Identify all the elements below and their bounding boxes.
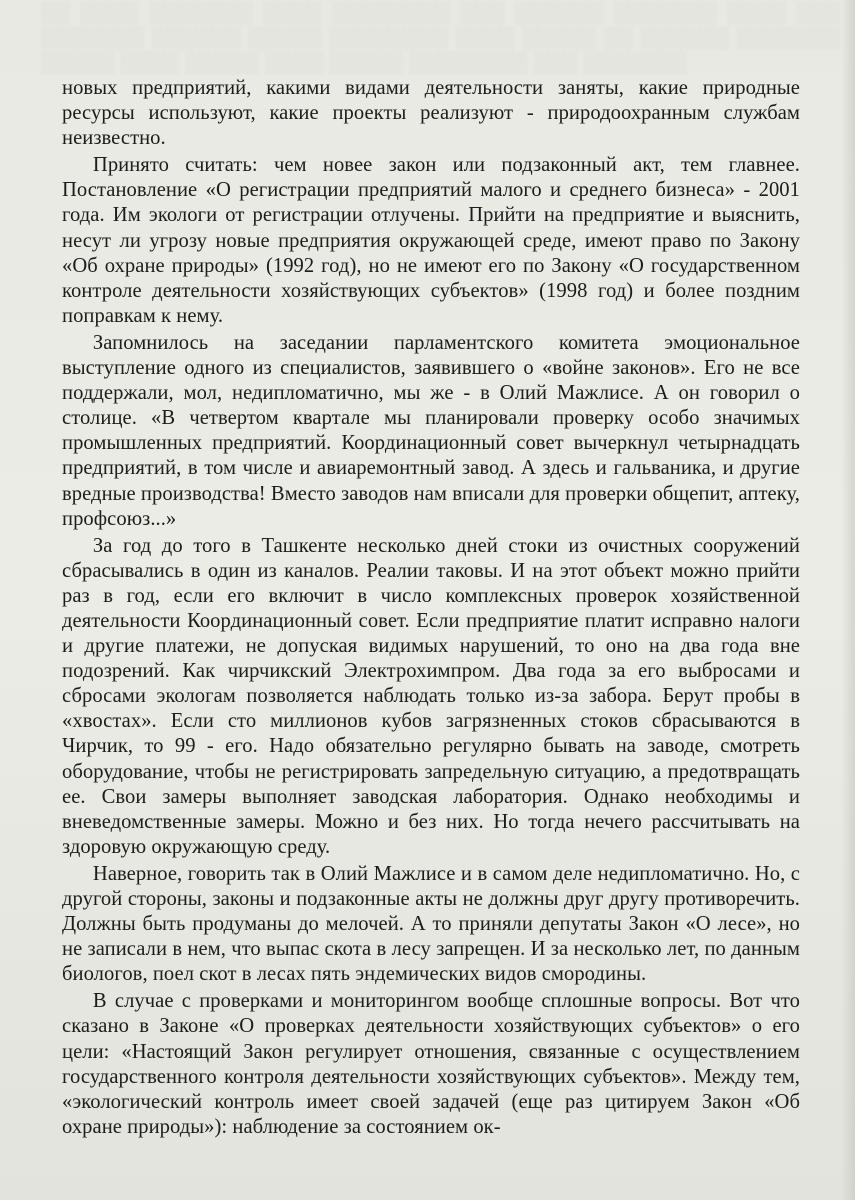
- paragraph: новых предприятий, какими видами деятельности заняты, какие природные ресурсы используют, какие проекты реализуют - природоохранным службам неизвестно.: [62, 77, 800, 150]
- paragraph: Запомнилось на заседании парламентского комитета эмоциональное выступление одного из специалистов, заявившего о «войне законов». Его не все поддержали, мол, недипломатично, мы же - в Олий Мажлисе. А он говорил о столице. «В четвертом квартале мы планировали проверку особо значимых промышленных предприятий. Координационный совет вычеркнул четырнадцать предприятий, в том числе и авиаремонтный завод. А здесь и гальваника, и другие вредные производства! Вместо заводов нам вписали для проверки общепит, аптеку, профсоюз...»: [62, 331, 800, 530]
- scan-edge-shadow: [841, 0, 855, 1200]
- paragraph: За год до того в Ташкенте несколько дней стоки из очистных сооружений сбрасывались в один из каналов. Реалии таковы. И на этот объект можно прийти раз в год, если его включит в число комплексных проверок хозяйственной деятельности Координационный совет. Если предприятие платит исправно налоги и другие платежи, не допуская видимых нарушений, то оно на два года вне подозрений. Как чирчикский Электрохимпром. Два года за его выбросами и сбросами экологам позволяется наблюдать только из-за забора. Берут пробы в «хвостах». Если сто миллионов кубов загрязненных стоков сбрасываются в Чирчик, то 99 - его. Надо обязательно регулярно бывать на заводе, смотреть оборудование, чтобы не регистрировать запредельную ситуацию, а предотвращать ее. Свои замеры выполняет заводская лаборатория. Однако необходимы и вневедомственные замеры. Можно и без них. Но тогда нечего рассчитывать на здоровую окружающую среду.: [62, 534, 800, 858]
- paragraph: В случае с проверками и мониторингом вообще сплошные вопросы. Вот что сказано в Законе «О проверках деятельности хозяйствующих субъектов» о его цели: «Настоящий Закон регулирует отношения, связанные с осуществлением государственного контроля деятельности хозяйствующих субъектов». Между тем, «экологический контроль имеет своей задачей (еще раз цитируем Закон «Об охране природы»): наблюдение за состоянием ок-: [62, 990, 800, 1138]
- paragraph: Принято считать: чем новее закон или подзаконный акт, тем главнее. Постановление «О регистрации предприятий малого и среднего бизнеса» - 2001 года. Им экологи от регистрации отлучены. Прийти на предприятие и выяснить, несут ли угрозу новые предприятия окружающей среде, имеют право по Закону «Об охране природы» (1992 год), но не имеют его по Закону «О государственном контроле деятельности хозяйствующих субъектов» (1998 год) и более поздним поправкам к нему.: [62, 154, 800, 327]
- paragraph: Наверное, говорить так в Олий Мажлисе и в самом деле недипломатично. Но, с другой стороны, законы и подзаконные акты не должны друг другу противоречить. Должны быть продуманы до мелочей. А то приняли депутаты Закон «О лесе», но не записали в нем, что выпас скота в лесу запрещен. И за несколько лет, по данным биологов, поел скот в лесах пять эндемических видов смородины.: [62, 862, 800, 986]
- bleed-through-text: ░░ ░░░░ ░░░░░░░ ░░░░ ░░░░░░░░ ░░░ ░░░░░░ ░░░░░░░ ░░░░ ░░░ ░░░░░░░ ░░░░░░ ░░░░░ ░░░░░░░░ ░░░░ ░░░░░ ░░ ░░░░░░ ░░░░░░░ ░░░░░ ░░░░ ░░░░░ ░░░░ ░░░░░ ░░░░░░░░ ░░░ ░░░░░░░: [40, 0, 840, 74]
- body-text: [62, 76, 800, 1140]
